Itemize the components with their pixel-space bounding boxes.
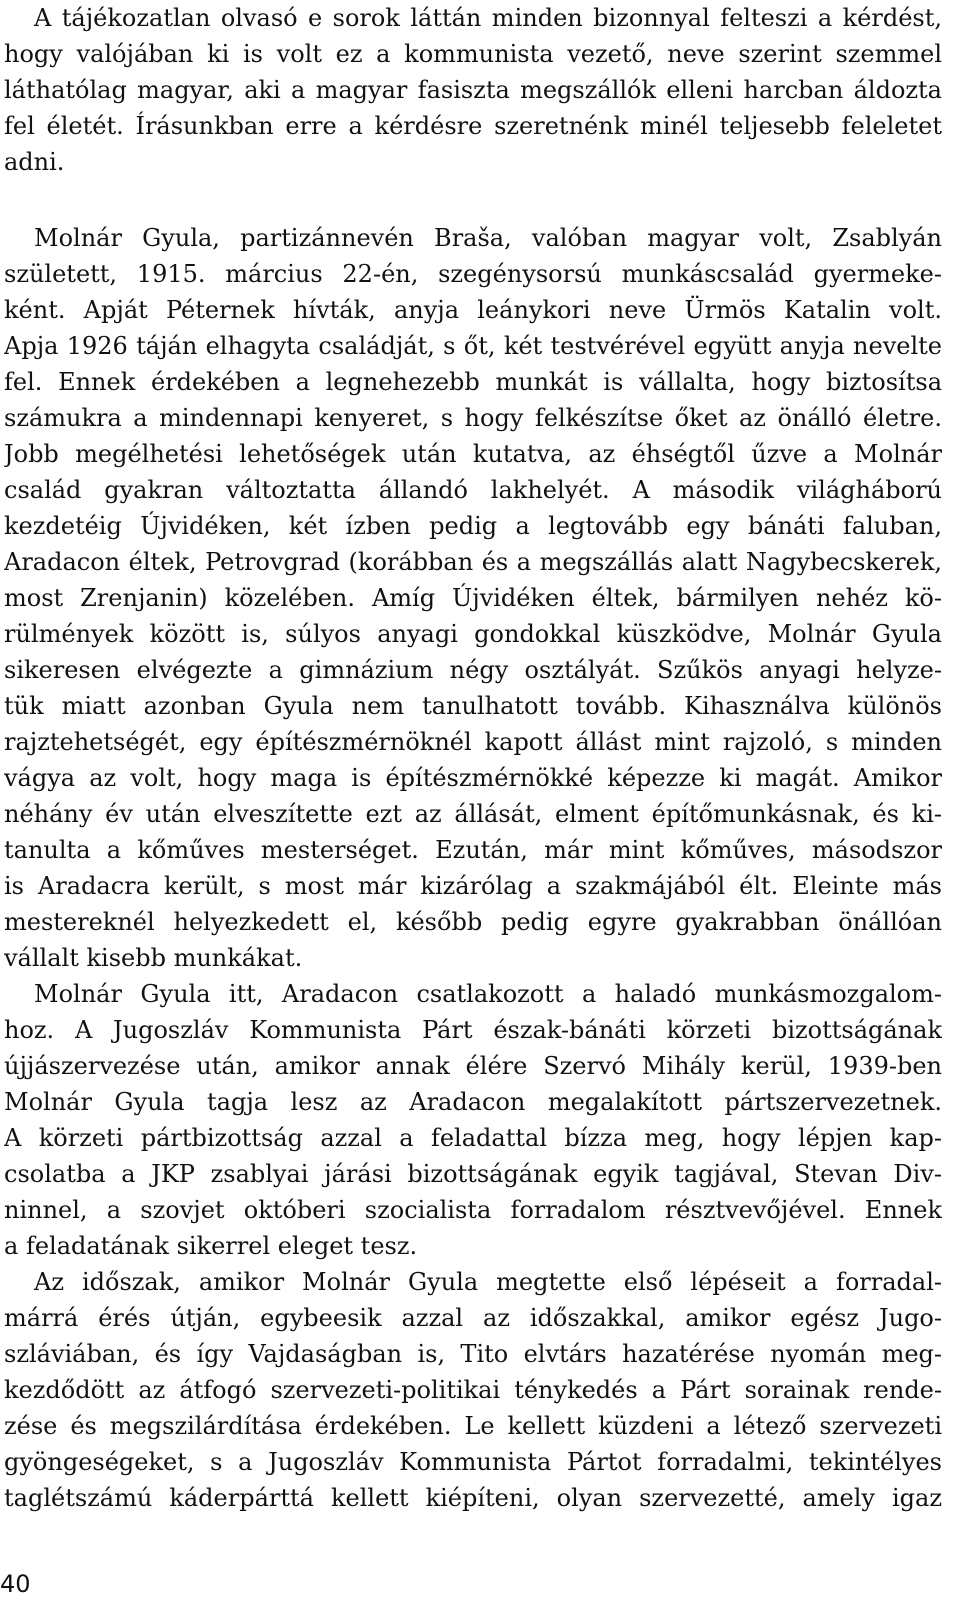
text-line: rajztehetségét, egy építészmérnöknél kapott állást mint rajzoló, s minden xyxy=(4,728,942,756)
text-line: csolatba a JKP zsablyai járási bizottságának egyik tagjával, Stevan Div- xyxy=(4,1160,942,1188)
text-line: hoz. A Jugoszláv Kommunista Párt észak-bánáti körzeti bizottságának xyxy=(4,1016,942,1044)
text-column xyxy=(4,0,942,1516)
text-line: család gyakran változtatta állandó lakhelyét. A második világháború xyxy=(4,476,942,504)
text-line: Az időszak, amikor Molnár Gyula megtette első lépéseit a forradal- xyxy=(34,1268,942,1296)
text-line: zése és megszilárdítása érdekében. Le kellett küzdeni a létező szervezeti xyxy=(4,1412,942,1440)
text-line: most Zrenjanin) közelében. Amíg Újvidéken éltek, bármilyen nehéz kö- xyxy=(4,584,942,612)
text-line: néhány év után elveszítette ezt az állását, elment építőmunkásnak, és ki- xyxy=(4,800,942,828)
text-line: Molnár Gyula itt, Aradacon csatlakozott a haladó munkásmozgalom- xyxy=(34,980,942,1008)
text-line: ként. Apját Péternek hívták, anyja leánykori neve Ürmös Katalin volt. xyxy=(4,296,942,324)
text-line: kezdetéig Újvidéken, két ízben pedig a legtovább egy bánáti faluban, xyxy=(4,512,942,540)
text-line: fel életét. Írásunkban erre a kérdésre szeretnénk minél teljesebb feleletet xyxy=(4,112,942,140)
text-line: márrá érés útján, egybeesik azzal az időszakkal, amikor egész Jugo- xyxy=(4,1304,942,1332)
text-line: Jobb megélhetési lehetőségek után kutatva, az éhségtől űzve a Molnár xyxy=(4,440,942,468)
text-line: újjászervezése után, amikor annak élére Szervó Mihály kerül, 1939-ben xyxy=(4,1052,942,1080)
text-line: szláviában, és így Vajdaságban is, Tito elvtárs hazatérése nyomán meg- xyxy=(4,1340,942,1368)
text-line: tük miatt azonban Gyula nem tanulhatott tovább. Kihasználva különös xyxy=(4,692,942,720)
text-line: is Aradacra került, s most már kizárólag a szakmájából élt. Eleinte más xyxy=(4,872,942,900)
text-line: vállalt kisebb munkákat. xyxy=(4,944,303,972)
text-line: hogy valójában ki is volt ez a kommunista vezető, neve szerint szemmel xyxy=(4,40,942,68)
text-line: gyöngeségeket, s a Jugoszláv Kommunista Pártot forradalmi, tekintélyes xyxy=(4,1448,942,1476)
text-line: vágya az volt, hogy maga is építészmérnökké képezze ki magát. Amikor xyxy=(4,764,942,792)
text-line: kezdődött az átfogó szervezeti-politikai ténykedés a Párt sorainak rende- xyxy=(4,1376,942,1404)
text-line: sikeresen elvégezte a gimnázium négy osztályát. Szűkös anyagi helyze- xyxy=(4,656,942,684)
text-line: adni. xyxy=(4,148,65,176)
text-line: Molnár Gyula, partizánnevén Braša, valóban magyar volt, Zsablyán xyxy=(34,224,942,252)
text-line: rülmények között is, súlyos anyagi gondokkal küszködve, Molnár Gyula xyxy=(4,620,942,648)
text-line: Apja 1926 táján elhagyta családját, s őt, két testvérével együtt anyja nevelte xyxy=(4,332,942,360)
text-line: Aradacon éltek, Petrovgrad (korábban és a megszállás alatt Nagybecskerek, xyxy=(4,548,942,576)
text-line: ninnel, a szovjet októberi szocialista forradalom résztvevőjével. Ennek xyxy=(4,1196,942,1224)
paragraph xyxy=(4,220,942,976)
text-line: számukra a mindennapi kenyeret, s hogy felkészítse őket az önálló életre. xyxy=(4,404,942,432)
text-line: taglétszámú káderpárttá kellett kiépíteni, olyan szervezetté, amely igaz xyxy=(4,1484,942,1512)
text-line: a feladatának sikerrel eleget tesz. xyxy=(4,1232,418,1260)
text-line: tanulta a kőműves mesterséget. Ezután, már mint kőműves, másodszor xyxy=(4,836,942,864)
paragraph xyxy=(4,976,942,1264)
text-line: mestereknél helyezkedett el, később pedig egyre gyakrabban önállóan xyxy=(4,908,942,936)
text-line: A körzeti pártbizottság azzal a feladattal bízza meg, hogy lépjen kap- xyxy=(4,1124,942,1152)
text-line: láthatólag magyar, aki a magyar fasiszta megszállók elleni harcban áldozta xyxy=(4,76,942,104)
text-line: Molnár Gyula tagja lesz az Aradacon megalakított pártszervezetnek. xyxy=(4,1088,942,1116)
paragraph xyxy=(4,1264,942,1516)
paragraph xyxy=(4,0,942,180)
text-line: A tájékozatlan olvasó e sorok láttán minden bizonnyal felteszi a kérdést, xyxy=(34,4,942,32)
page-number: 40 xyxy=(0,1570,31,1598)
text-line: fel. Ennek érdekében a legnehezebb munkát is vállalta, hogy biztosítsa xyxy=(4,368,942,396)
text-line: született, 1915. március 22-én, szegénysorsú munkáscsalád gyermeke- xyxy=(4,260,942,288)
